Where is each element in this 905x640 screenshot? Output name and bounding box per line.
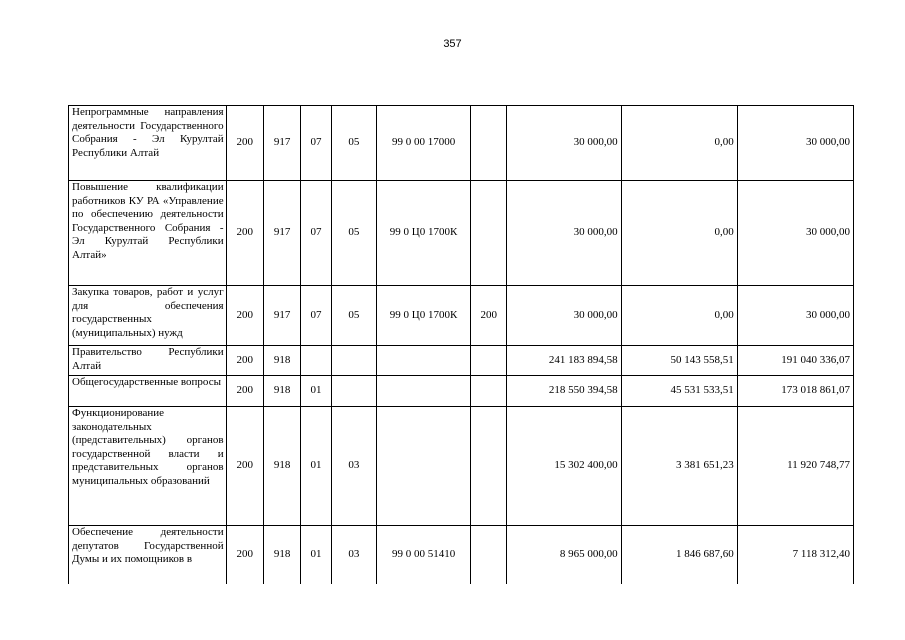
row-target (377, 407, 471, 526)
table-row (69, 376, 854, 407)
row-expense-type (471, 526, 507, 584)
row-subsection (331, 346, 376, 376)
row-target: 99 0 Ц0 1700К (377, 286, 471, 346)
row-ministry: 918 (263, 407, 300, 526)
table-row (69, 106, 854, 181)
row-expense-type (471, 181, 507, 286)
row-code: 200 (226, 181, 263, 286)
row-amount-2: 1 846 687,60 (621, 526, 737, 584)
row-section: 01 (301, 526, 331, 584)
page-number: 357 (443, 38, 462, 50)
row-subsection: 03 (331, 407, 376, 526)
row-amount-1: 218 550 394,58 (507, 376, 621, 407)
row-name: Непрограммные направления деятельности Государственного Собрания - Эл Курултай Республики Алтай (69, 106, 227, 181)
row-section: 07 (301, 181, 331, 286)
table-row (69, 407, 854, 526)
row-subsection: 05 (331, 181, 376, 286)
table-row (69, 346, 854, 376)
row-target (377, 346, 471, 376)
row-amount-1: 15 302 400,00 (507, 407, 621, 526)
row-amount-1: 30 000,00 (507, 106, 621, 181)
row-name: Правительство Республики Алтай (69, 346, 227, 376)
row-amount-3: 7 118 312,40 (737, 526, 853, 584)
row-code: 200 (226, 376, 263, 407)
row-ministry: 918 (263, 526, 300, 584)
row-code: 200 (226, 526, 263, 584)
row-ministry: 917 (263, 286, 300, 346)
row-amount-2: 45 531 533,51 (621, 376, 737, 407)
row-section: 07 (301, 106, 331, 181)
row-code: 200 (226, 286, 263, 346)
row-amount-2: 0,00 (621, 181, 737, 286)
table-row (69, 526, 854, 584)
row-amount-3: 191 040 336,07 (737, 346, 853, 376)
row-section: 01 (301, 407, 331, 526)
row-expense-type (471, 106, 507, 181)
row-section: 01 (301, 376, 331, 407)
row-section: 07 (301, 286, 331, 346)
row-subsection: 05 (331, 286, 376, 346)
row-code: 200 (226, 407, 263, 526)
row-name: Обеспечение деятельности депутатов Государственной Думы и их помощников в (69, 526, 227, 584)
row-amount-2: 0,00 (621, 106, 737, 181)
row-code: 200 (226, 106, 263, 181)
row-name: Повышение квалификации работников КУ РА «Управление по обеспечению деятельности Государственного Собрания - Эл Курултай Республики Алтай» (69, 181, 227, 286)
row-amount-3: 11 920 748,77 (737, 407, 853, 526)
row-target: 99 0 00 17000 (377, 106, 471, 181)
row-target: 99 0 00 51410 (377, 526, 471, 584)
row-ministry: 917 (263, 106, 300, 181)
row-expense-type (471, 346, 507, 376)
row-amount-1: 241 183 894,58 (507, 346, 621, 376)
row-target: 99 0 Ц0 1700К (377, 181, 471, 286)
row-expense-type (471, 376, 507, 407)
row-name: Функционирование законодательных (представительных) органов государственной власти и представительных органов муниципальных образований (69, 407, 227, 526)
table-row (69, 181, 854, 286)
row-subsection: 05 (331, 106, 376, 181)
row-amount-3: 173 018 861,07 (737, 376, 853, 407)
row-amount-1: 30 000,00 (507, 286, 621, 346)
row-subsection: 03 (331, 526, 376, 584)
row-amount-3: 30 000,00 (737, 106, 853, 181)
row-ministry: 918 (263, 376, 300, 407)
row-section (301, 346, 331, 376)
row-name: Общегосударственные вопросы (69, 376, 227, 407)
row-code: 200 (226, 346, 263, 376)
table-row (69, 286, 854, 346)
row-target (377, 376, 471, 407)
row-amount-1: 30 000,00 (507, 181, 621, 286)
row-amount-2: 50 143 558,51 (621, 346, 737, 376)
row-amount-1: 8 965 000,00 (507, 526, 621, 584)
row-amount-3: 30 000,00 (737, 286, 853, 346)
row-ministry: 918 (263, 346, 300, 376)
row-expense-type: 200 (471, 286, 507, 346)
row-amount-2: 3 381 651,23 (621, 407, 737, 526)
row-ministry: 917 (263, 181, 300, 286)
row-expense-type (471, 407, 507, 526)
row-amount-2: 0,00 (621, 286, 737, 346)
budget-table (68, 105, 854, 584)
row-subsection (331, 376, 376, 407)
row-name: Закупка товаров, работ и услуг для обеспечения государственных (муниципальных) нужд (69, 286, 227, 346)
row-amount-3: 30 000,00 (737, 181, 853, 286)
